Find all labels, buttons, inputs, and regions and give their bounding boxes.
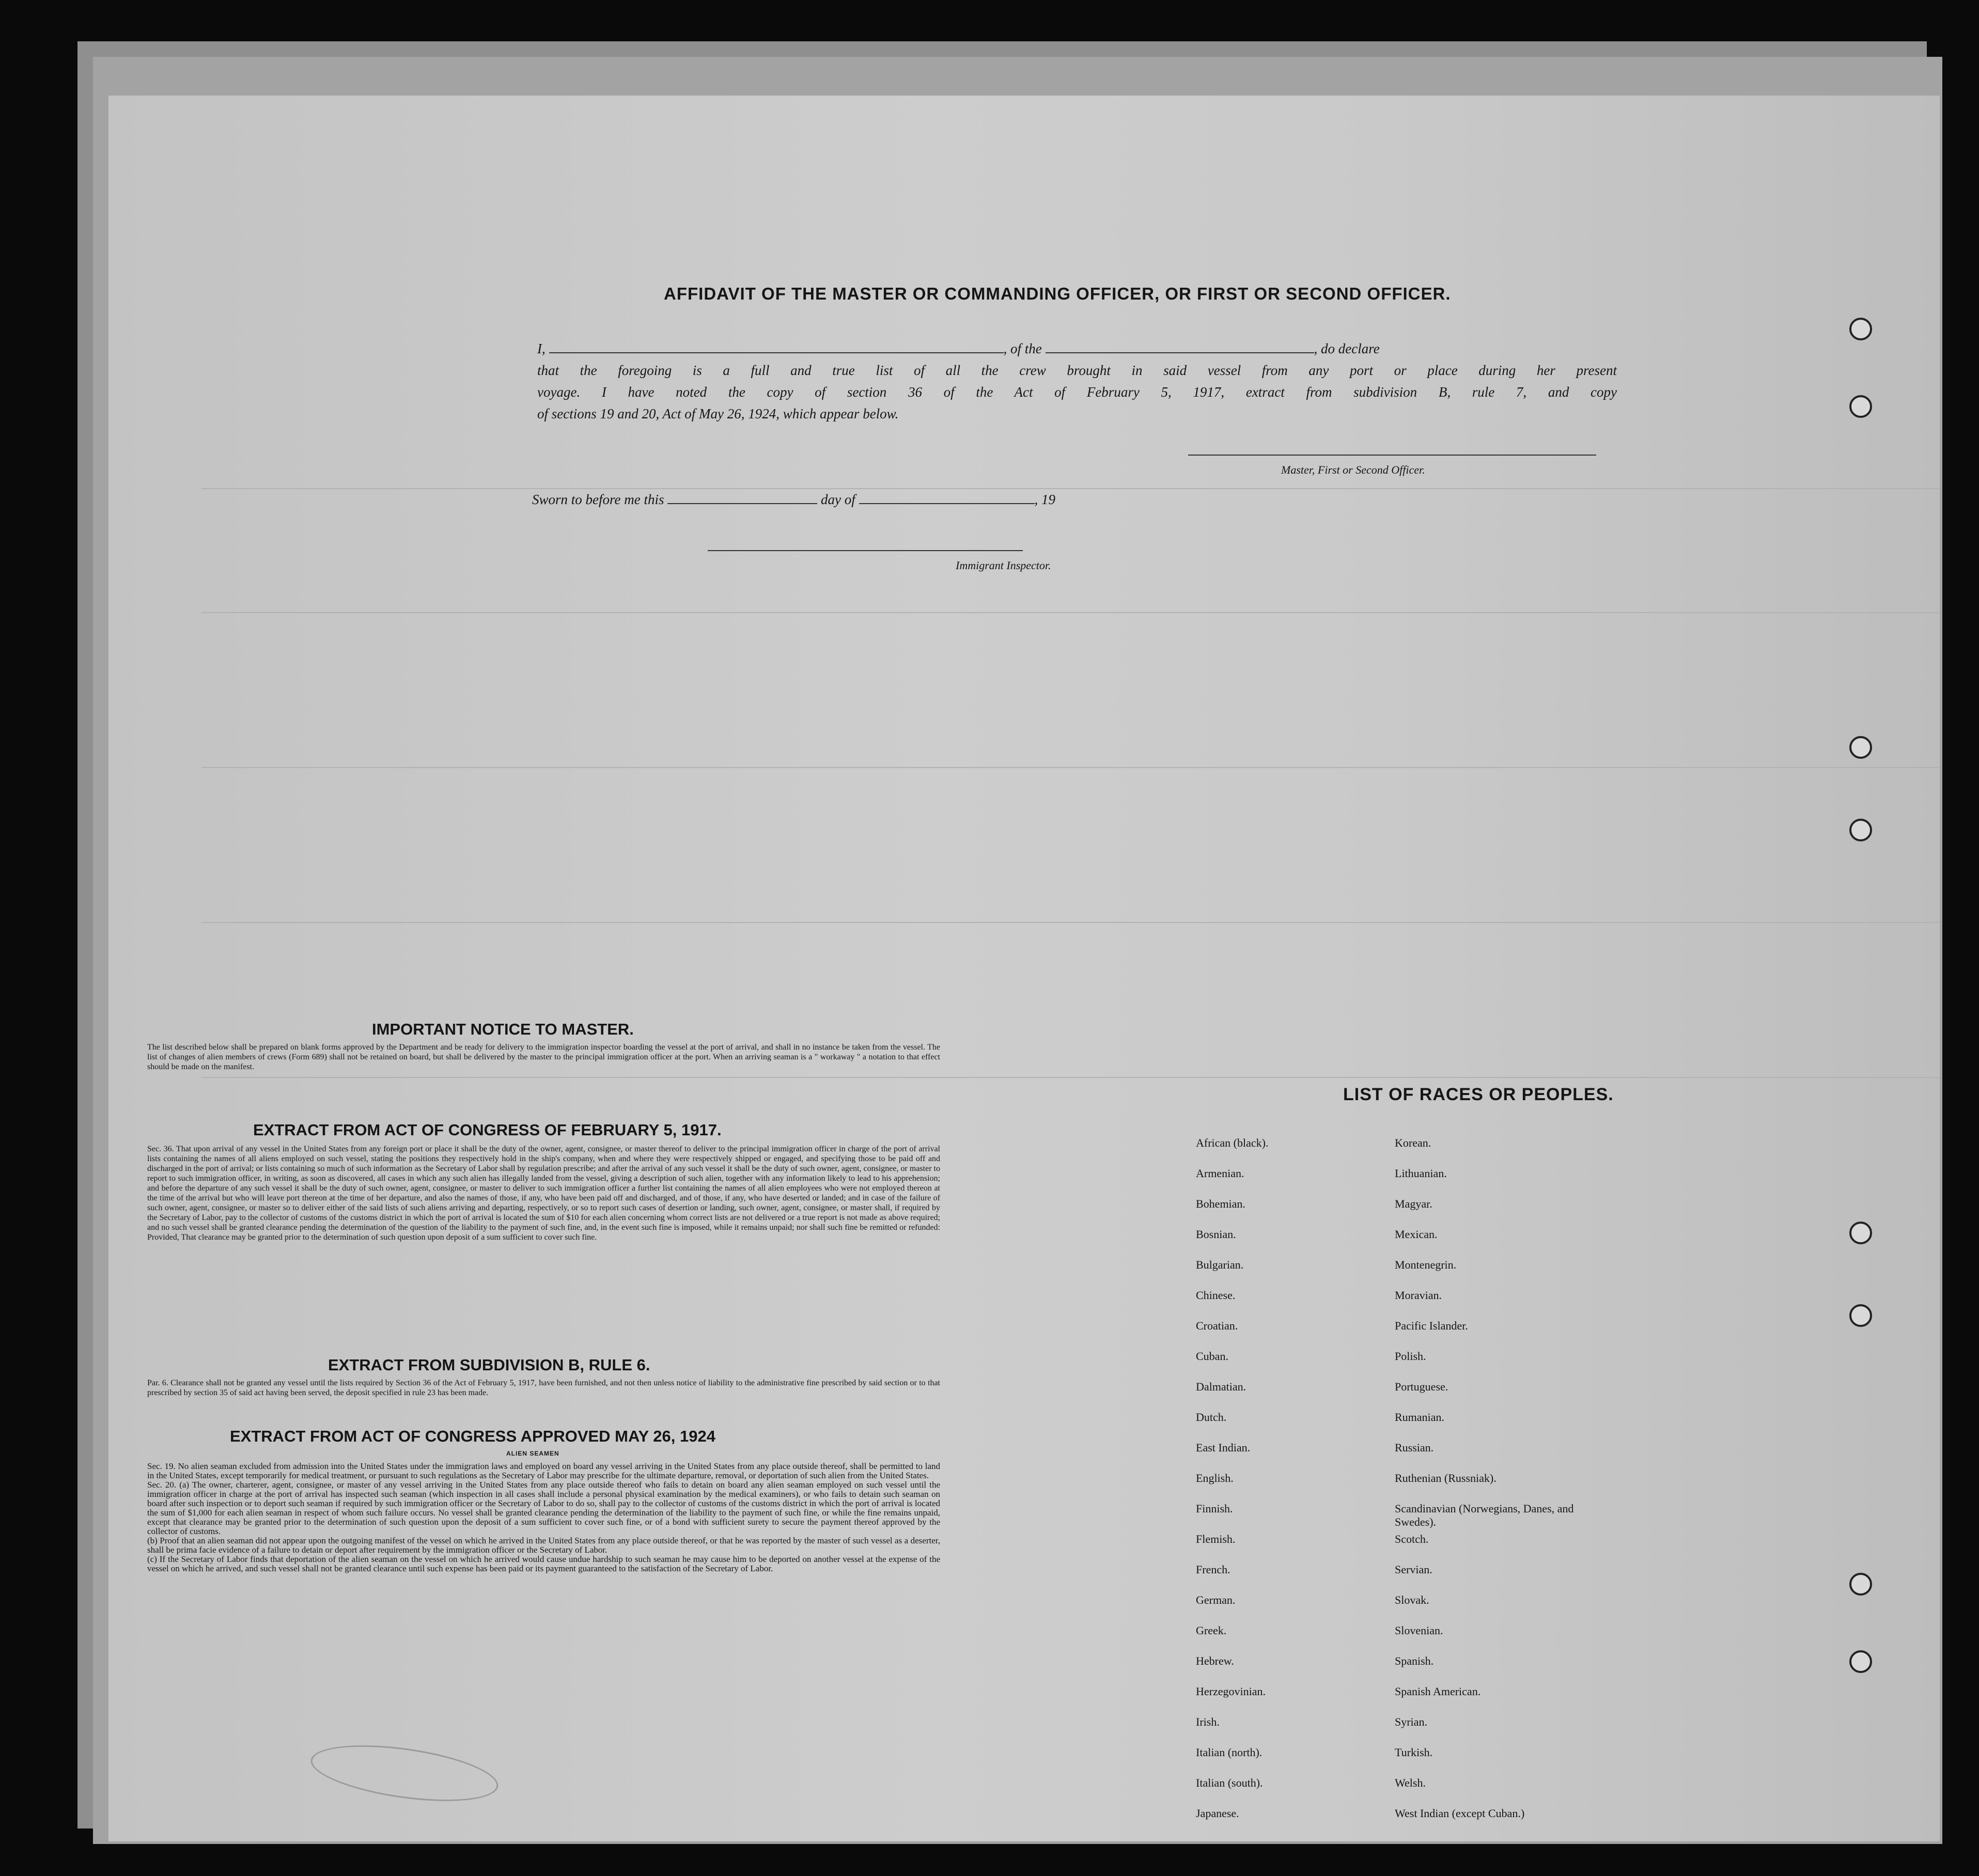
punch-hole <box>1849 318 1872 340</box>
name-blank[interactable] <box>549 352 1004 353</box>
race-item: Italian (south). <box>1196 1776 1263 1789</box>
bleed-through-line <box>201 612 1940 613</box>
sworn-month-blank[interactable] <box>859 503 1035 504</box>
race-item: Cuban. <box>1196 1350 1228 1363</box>
punch-hole <box>1849 395 1872 418</box>
race-item: Mexican. <box>1395 1228 1438 1241</box>
punch-hole <box>1849 1222 1872 1244</box>
race-item: Moravian. <box>1395 1289 1442 1302</box>
race-item: Servian. <box>1395 1563 1432 1576</box>
affidavit-i: I, <box>537 341 546 356</box>
race-item: Flemish. <box>1196 1533 1236 1545</box>
bleed-through-line <box>201 488 1940 489</box>
inspector-signature-line[interactable] <box>708 550 1023 551</box>
extract-1917-body: Sec. 36. That upon arrival of any vessel in the United States from any foreign port or place it shall be the duty of the owner, agent, consignee, or master thereof to deliver to the principal immigration officer in charge of the port of arrival lists containing the names of all aliens employed on such vessel, stating the positions they respectively hold in the ship's company, when and where they were respectively shipped or engaged, and specifying those to be paid off and discharged in the port of arrival; or lists containing so much of such information as the Secretary of Labor shall by regulation prescribe; and after the arrival of any such vessel it shall be the duty of such owner, agent, consignee, or master to report to such immigration officer, in writing, as soon as discovered, all cases in which any such alien has illegally landed from the vessel, giving a description of such alien, together with any information likely to lead to his apprehension; and before the departure of any such vessel it shall be the duty of such owner, agent, consignee, or master to deliver to such immigration officer a further list containing the names of all alien employees who were not employed thereon at the time of the arrival but who will leave port thereon at the time of her departure, and also the names of those, if any, who have been paid off and discharged, and of those, if any, who have deserted or landed; and in case of the failure of such owner, agent, consignee, or master so to deliver either of the said lists of such aliens arriving and departing, respectively, or so to report such cases of desertion or landing, such owner, agent, consignee, or master shall, if required by the Secretary of Labor, pay to the collector of customs of the customs district in which the port of arrival is located the sum of $10 for each alien concerning whom correct lists are not delivered or a true report is not made as above required; and no such vessel shall be granted clearance pending the determination of the question of the liability to the payment of such fine, and, in the event such fine is imposed, while it remains unpaid; nor shall such fine be remitted or refunded: Provided, That clearance may be granted prior to the determination of such question upon deposit of a sum sufficient to cover such fine. <box>147 1145 940 1242</box>
extract-rule-title: EXTRACT FROM SUBDIVISION B, RULE 6. <box>328 1356 650 1374</box>
affidavit-line-4: of sections 19 and 20, Act of May 26, 1924, which appear below. <box>537 406 899 421</box>
sec-20c: (c) If the Secretary of Labor finds that deportation of the alien seaman on the vessel on which he arrived would cause undue hardship to such seaman he may cause him to be deported on another vessel at the expense of the vessel on which he arrived, and such vessel shall not be granted clearance until such expense has been paid or its payment guaranteed to the satisfaction of the Secretary of Labor. <box>147 1554 940 1573</box>
bleed-through-line <box>201 922 1940 923</box>
race-item: African (black). <box>1196 1136 1269 1149</box>
extract-1924-subtitle: ALIEN SEAMEN <box>506 1450 559 1457</box>
race-item: East Indian. <box>1196 1441 1251 1454</box>
port-stamp <box>307 1736 502 1811</box>
race-item: Polish. <box>1395 1350 1426 1363</box>
punch-hole <box>1849 1573 1872 1596</box>
race-item: Irish. <box>1196 1715 1220 1728</box>
affidavit-line-3: voyage. I have noted the copy of section 36 of the Act of February 5, 1917, extract from subdivision B, rule 7, and copy <box>537 384 1617 400</box>
race-item: Spanish American. <box>1395 1685 1481 1698</box>
race-item: Russian. <box>1395 1441 1434 1454</box>
race-item: Chinese. <box>1196 1289 1236 1302</box>
race-item: Croatian. <box>1196 1319 1238 1332</box>
notice-title: IMPORTANT NOTICE TO MASTER. <box>372 1020 634 1038</box>
affidavit-line-1 <box>537 341 1380 357</box>
manifest-page <box>108 96 1940 1841</box>
sec-20a: Sec. 20. (a) The owner, charterer, agent, consignee, or master of any vessel arriving in the United States from any place outside thereof who fails to detain on board any alien seaman employed on such vessel until the immigration officer in charge at the port of arrival has inspected such seaman (which inspection in all cases shall include a personal physical examination by the medical examiners), or who fails to detain such seaman on board after such inspection or to deport such seaman if required by such immigration officer or the Secretary of Labor to do so, shall pay to the collector of customs of the customs district in which the port of arrival is located the sum of $1,000 for each alien seaman in respect of whom such failure occurs. No vessel shall be granted clearance pending the determination of the liability to the payment of such fine, or while the fine remains unpaid, except that clearance may be granted prior to the determination of such question upon the deposit of a sum sufficient to cover such fine, or of a bond with sufficient surety to secure the payment thereof approved by the collector of customs. <box>147 1480 940 1536</box>
race-item: West Indian (except Cuban.) <box>1395 1807 1525 1820</box>
races-column-left <box>1196 1136 1268 1837</box>
affidavit-line-2: that the foregoing is a full and true list of all the crew brought in said vessel from any port or place during her present <box>537 363 1617 378</box>
sworn-year: , 19 <box>1034 492 1055 507</box>
race-item: Lithuanian. <box>1395 1167 1447 1180</box>
sworn-prefix: Sworn to before me this <box>532 492 664 507</box>
affidavit-declare: , do declare <box>1314 341 1380 356</box>
race-item: Scandinavian (Norwegians, Danes, and Swedes). <box>1395 1502 1574 1528</box>
inspector-caption: Immigrant Inspector. <box>956 559 1051 572</box>
race-item: Syrian. <box>1395 1715 1427 1728</box>
vessel-blank[interactable] <box>1046 352 1314 353</box>
bleed-through-line <box>201 1077 1940 1078</box>
master-signature-caption: Master, First or Second Officer. <box>1281 463 1425 476</box>
sworn-day-of: day of <box>821 492 855 507</box>
extract-1917-title: EXTRACT FROM ACT OF CONGRESS OF FEBRUARY 5, 1917. <box>253 1121 722 1139</box>
race-item: Korean. <box>1395 1136 1431 1149</box>
notice-body: The list described below shall be prepared on blank forms approved by the Department and be ready for delivery to the immigration inspector boarding the vessel at the port of arrival, and shall in no instance be taken from the vessel. The list of changes of alien members of crews (Form 689) shall not be retained on board, but shall be delivered by the master to the principal immigration officer at the port. When an arriving seaman is a " workaway " a notation to that effect should be made on the manifest. <box>147 1043 940 1071</box>
race-item: Greek. <box>1196 1624 1227 1637</box>
races-column-right <box>1395 1136 1596 1837</box>
race-item: Bosnian. <box>1196 1228 1236 1241</box>
punch-hole <box>1849 1650 1872 1673</box>
punch-hole <box>1849 1304 1872 1327</box>
extract-1924-body <box>147 1462 940 1573</box>
race-item: Bulgarian. <box>1196 1258 1244 1271</box>
sec-20b: (b) Proof that an alien seaman did not appear upon the outgoing manifest of the vessel on which he arrived in the United States from any place outside thereof, or that he was reported by the master of such vessel as a deserter, shall be prima facie evidence of a failure to detain or deport after requirement by the immigration officer or the Secretary of Labor. <box>147 1536 940 1555</box>
race-item: Dutch. <box>1196 1411 1227 1424</box>
sworn-day-blank[interactable] <box>667 503 817 504</box>
race-item: Slovak. <box>1395 1593 1429 1606</box>
race-item: Dalmatian. <box>1196 1380 1246 1393</box>
affidavit-of-the: , of the <box>1003 341 1042 356</box>
sworn-line <box>532 492 1055 508</box>
race-item: Slovenian. <box>1395 1624 1443 1637</box>
race-item: Herzegovinian. <box>1196 1685 1266 1698</box>
sec-19: Sec. 19. No alien seaman excluded from admission into the United States under the immigration laws and employed on board any vessel arriving in the United States from any place outside thereof, shall be permitted to land in the United States, except temporarily for medical treatment, or pursuant to such regulations as the Secretary of Labor may prescribe for the ultimate departure, removal, or deportation of such alien from the United States. <box>147 1461 940 1480</box>
race-item: Japanese. <box>1196 1807 1239 1820</box>
punch-hole <box>1849 819 1872 841</box>
race-item: Bohemian. <box>1196 1197 1245 1210</box>
race-item: Ruthenian (Russniak). <box>1395 1472 1497 1484</box>
extract-rule-body: Par. 6. Clearance shall not be granted any vessel until the lists required by Section 36 of the Act of February 5, 1917, have been furnished, and not then unless notice of liability to the administrative fine prescribed by said section or to that prescribed by section 35 of said act having been served, the deposit specified in rule 23 has been made. <box>147 1379 940 1397</box>
race-item: Armenian. <box>1196 1167 1244 1180</box>
race-item: Rumanian. <box>1395 1411 1444 1424</box>
race-item: Portuguese. <box>1395 1380 1448 1393</box>
race-item: Turkish. <box>1395 1746 1433 1759</box>
race-item: French. <box>1196 1563 1230 1576</box>
race-item: Pacific Islander. <box>1395 1319 1468 1332</box>
race-item: German. <box>1196 1593 1236 1606</box>
extract-1924-title: EXTRACT FROM ACT OF CONGRESS APPROVED MAY 26, 1924 <box>230 1427 715 1445</box>
race-item: Montenegrin. <box>1395 1258 1457 1271</box>
punch-hole <box>1849 736 1872 759</box>
race-item: Magyar. <box>1395 1197 1432 1210</box>
race-item: Finnish. <box>1196 1502 1233 1515</box>
race-item: Italian (north). <box>1196 1746 1263 1759</box>
race-item: Spanish. <box>1395 1654 1434 1667</box>
race-item: English. <box>1196 1472 1234 1484</box>
affidavit-title: AFFIDAVIT OF THE MASTER OR COMMANDING OFFICER, OR FIRST OR SECOND OFFICER. <box>664 284 1451 303</box>
master-signature-line[interactable] <box>1188 455 1596 456</box>
races-title: LIST OF RACES OR PEOPLES. <box>1343 1085 1614 1104</box>
race-item: Scotch. <box>1395 1533 1429 1545</box>
race-item: Welsh. <box>1395 1776 1426 1789</box>
bleed-through-line <box>201 767 1940 768</box>
race-item: Hebrew. <box>1196 1654 1234 1667</box>
